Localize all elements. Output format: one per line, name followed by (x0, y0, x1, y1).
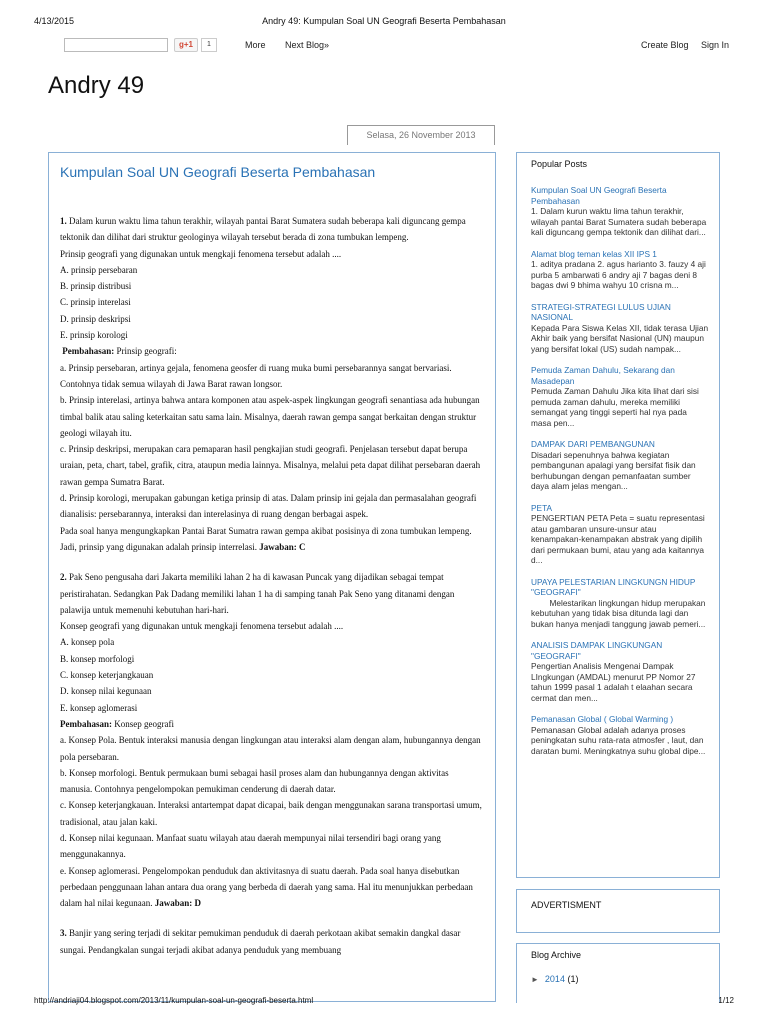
popular-post-link[interactable]: DAMPAK DARI PEMBANGUNAN (531, 439, 655, 449)
question-text: Banjir yang sering terjadi di sekitar pemukiman penduduk di daerah perkotaan akibat semakin dangkal dasar sungai. Pendangkalan sungai terjadi akibat adanya penduduk yang membuang (60, 928, 461, 955)
popular-post-snippet: Melestarikan lingkungan hidup merupakan kebutuhan yang tidak bisa ditunda lagi dan bukan hanya menjadi tanggung jawab pemeri... (531, 597, 708, 629)
question-number: 3. (60, 928, 67, 939)
option: E. konsep aglomerasi (60, 702, 138, 713)
create-blog-link[interactable]: Create Blog (641, 40, 689, 50)
option: A. konsep pola (60, 637, 115, 648)
popular-post-item (531, 365, 709, 428)
print-footer (0, 996, 768, 1010)
explanation: c. Konsep keterjangkauan. Interaksi antartempat dapat dicapai, baik dengan menggunakan sarana transportasi umum, tradisional, atau jalan kaki. (60, 800, 482, 827)
pembahasan-text: Konsep geografi (112, 718, 174, 729)
popular-post-item (531, 439, 709, 492)
archive-count: (1) (564, 974, 579, 984)
google-plus-count: 1 (201, 38, 217, 52)
question-1 (60, 213, 483, 246)
question-number: 2. (60, 572, 67, 583)
popular-post-snippet: 1. Dalam kurun waktu lima tahun terakhir, wilayah pantai Barat Sumatera sudah beberapa kali diguncang gempa tektonik dan dilihat dari... (531, 206, 707, 237)
explanation (60, 863, 483, 912)
popular-post-snippet: Pemanasan Global adalah adanya proses peningkatan suhu rata-rata atmosfer , laut, dan daratan bumi. Meningkatnya suhu global dipe... (531, 724, 706, 756)
sign-in-link[interactable]: Sign In (701, 40, 730, 50)
popular-post-snippet: Disadari sepenuhnya bahwa kegiatan pembangunan apalagi yang bersifat fisik dan berhubungan dengan pemanfaatan sumber daya alam jelas mengan... (531, 449, 696, 491)
question-3 (60, 925, 483, 958)
conclusion (60, 523, 483, 556)
pembahasan-text: Prinsip geografi: (114, 346, 177, 357)
conclusion-text: Pada soal hanya mengungkapkan Pantai Barat Sumatra rawan gempa akibat posisinya di zona tumbukan lempeng. Jadi, prinsip yang digunakan adalah prinsip interrelasi. (60, 525, 472, 552)
print-url: http://andriaji04.blogspot.com/2013/11/kumpulan-soal-un-geografi-beserta.html (34, 996, 314, 1005)
popular-post-item (531, 302, 709, 355)
archive-year-row (531, 974, 705, 984)
option: D. konsep nilai kegunaan (60, 686, 152, 697)
option: C. konsep keterjangkauan (60, 670, 154, 681)
popular-post-link[interactable]: ANALISIS DAMPAK LINGKUNGAN "GEOGRAFI" (531, 640, 663, 661)
option: D. prinsip deskripsi (60, 313, 131, 324)
popular-post-snippet: 1. aditya pradana 2. agus harianto 3. fauzy 4 aji purba 5 ambarwati 6 andry aji 7 bagas deni 8 bagas dwi 9 bhima wahyu 10 crisna m... (531, 259, 706, 290)
print-title: Andry 49: Kumpulan Soal UN Geografi Beserta Pembahasan (262, 16, 506, 26)
advertisment-widget (516, 889, 720, 933)
post-container (48, 152, 496, 1002)
option: B. konsep morfologi (60, 653, 135, 664)
question-number: 1. (60, 216, 67, 226)
popular-post-link[interactable]: UPAYA PELESTARIAN LINGKUNGN HIDUP "GEOGRAFI" (531, 576, 696, 597)
option: A. prinsip persebaran (60, 264, 138, 275)
print-date: 4/13/2015 (34, 16, 75, 26)
popular-post-item (531, 249, 709, 291)
explanation: c. Prinsip deskripsi, merupakan cara pemaparan hasil pengkajian studi geografi. Penjelasan tersebut dapat berupa uraian, peta, chart, tabel, grafik, citra, ataupun media lainnya. Misalnya, melalui peta dapat dilihat persebaran daerah rawan gempa Sumatra Barat. (60, 444, 481, 487)
popular-post-link[interactable]: Kumpulan Soal UN Geografi Beserta Pembahasan (531, 185, 667, 206)
question-prompt: Prinsip geografi yang digunakan untuk mengkaji fenomena tersebut adalah .... (60, 248, 342, 259)
option: B. prinsip distribusi (60, 281, 132, 292)
question-prompt: Konsep geografi yang digunakan untuk mengkaji fenomena tersebut adalah .... (60, 621, 344, 632)
google-plus-one-button[interactable]: g+1 (174, 38, 198, 52)
post-body (60, 213, 483, 958)
pembahasan (60, 716, 483, 732)
popular-post-item (531, 503, 709, 566)
explanation: b. Prinsip interelasi, artinya bahwa antara komponen atau aspek-aspek lingkungan geografi senantiasa ada hubungan timbal balik atau saling keterkaitan satu sama lain. Misalnya, daerah rawan gempa sangat berkaitan dengan struktur geologi wilayah itu. (60, 395, 480, 438)
pembahasan (60, 343, 483, 359)
explanation: a. Prinsip persebaran, artinya gejala, fenomena geosfer di ruang muka bumi persebarannya sangat bervariasi. Contohnya tidak semua wilayah di Jawa Barat rawan longsor. (60, 362, 452, 389)
question-2 (60, 569, 483, 618)
popular-post-snippet: Kepada Para Siswa Kelas XII, tidak terasa Ujian Akhir baik yang bersifat Nasional (UN) maupun yang bersifat lokal (US) sudah nampak... (531, 322, 709, 354)
popular-posts-widget (516, 152, 720, 878)
popular-post-link[interactable]: STRATEGI-STRATEGI LULUS UJIAN NASIONAL (531, 301, 671, 322)
popular-post-link[interactable]: Alamat blog teman kelas XII IPS 1 (531, 248, 657, 259)
answer: Jawaban: D (152, 898, 201, 909)
popular-post-item (531, 577, 709, 630)
post-title[interactable]: Kumpulan Soal UN Geografi Beserta Pembahasan (60, 164, 376, 180)
explanation-text: e. Konsep aglomerasi. Pengelompokan penduduk dan aktivitasnya di suatu daerah. Pada soal hanya disebutkan perbedaan penggunaan lahan antara dua orang yang berbeda di daerah yang sama. Hal itu menunjukkan perbedaan dalam hal nilai kegunaan. (60, 865, 473, 909)
explanation: b. Konsep morfologi. Bentuk permukaan bumi sebagai hasil proses alam dan hubungannya dengan aktivitas manusia. Contohnya pengelompokan pemukiman cenderung di daerah datar. (60, 767, 449, 795)
print-header (0, 16, 768, 30)
more-link[interactable]: More (245, 40, 266, 50)
question-text: Dalam kurun waktu lima tahun terakhir, wilayah pantai Barat Sumatera sudah beberapa kali diguncang gempa tektonik dan dilihat dari struktur geologinya wilayah tersebut berada di zona tumbukan lempeng. (60, 216, 466, 243)
option: C. prinsip interelasi (60, 297, 131, 308)
popular-post-snippet: Pemuda Zaman Dahulu Jika kita lihat dari sisi pemuda zaman dahulu, mereka memiliki semangat yang tinggi seperti hal nya pada masa pen... (531, 386, 699, 428)
blogger-navbar (0, 36, 768, 56)
print-page-number: 1/12 (718, 996, 734, 1005)
blog-title[interactable]: Andry 49 (48, 72, 145, 99)
popular-post-item (531, 714, 709, 756)
pembahasan-label: Pembahasan: (60, 718, 113, 729)
explanation: d. Konsep nilai kegunaan. Manfaat suatu wilayah atau daerah mempunyai nilai tersendiri bagi orang yang menggunakannya. (60, 832, 441, 860)
triangle-right-icon[interactable]: ► (531, 975, 539, 984)
navbar-search-input[interactable] (64, 38, 168, 52)
post-date-header: Selasa, 26 November 2013 (347, 125, 495, 145)
blog-archive-widget (516, 943, 720, 1003)
popular-post-snippet: PENGERTIAN PETA Peta = suatu representasi atau gambaran unsure-unsur atau kenampakan-kenampakan abstrak yang dipilih dari permukaan bumi, atau yang ada kaitannya d... (531, 513, 705, 565)
archive-year-link[interactable]: 2014 (544, 974, 565, 984)
option: E. prinsip korologi (60, 330, 128, 341)
popular-post-link[interactable]: PETA (531, 502, 553, 513)
widget-heading: Popular Posts (531, 159, 588, 169)
explanation: a. Konsep Pola. Bentuk interaksi manusia dengan lingkungan atau interaksi alam dengan alam, hubungannya dengan pola persebaran. (60, 735, 481, 762)
question-text: Pak Seno pengusaha dari Jakarta memiliki lahan 2 ha di kawasan Puncak yang dijadikan sebagai tempat peristirahatan. Sedangkan Pak Dadang memiliki lahan 1 ha di samping tanah Pak Seno yang ditanami dengan palawija untuk memenuhi kebutuhan hari-hari. (60, 572, 455, 615)
popular-post-snippet: Pengertian Analisis Mengenai Dampak LIngkungan (AMDAL) menurut PP Nomor 27 tahun 1999 pasal 1 adalah t elaahan secara cermat dan men... (531, 661, 696, 703)
popular-post-item (531, 640, 709, 703)
answer: Jawaban: C (256, 541, 306, 552)
popular-post-item (531, 185, 709, 238)
widget-heading: Blog Archive (531, 950, 582, 960)
popular-post-link[interactable]: Pemuda Zaman Dahulu, Sekarang dan Masadepan (531, 365, 675, 386)
next-blog-link[interactable]: Next Blog» (285, 40, 330, 50)
popular-post-link[interactable]: Pemanasan Global ( Global Warming ) (531, 714, 674, 724)
explanation: d. Prinsip korologi, merupakan gabungan ketiga prinsip di atas. Dalam prinsip ini gejala dan permasalahan geografi dianalisis: persebarannya, interaksi dan interelasinya di ruang dengan berbagai aspek. (60, 493, 477, 520)
widget-heading: ADVERTISMENT (531, 900, 602, 910)
pembahasan-label: Pembahasan: (62, 346, 115, 357)
